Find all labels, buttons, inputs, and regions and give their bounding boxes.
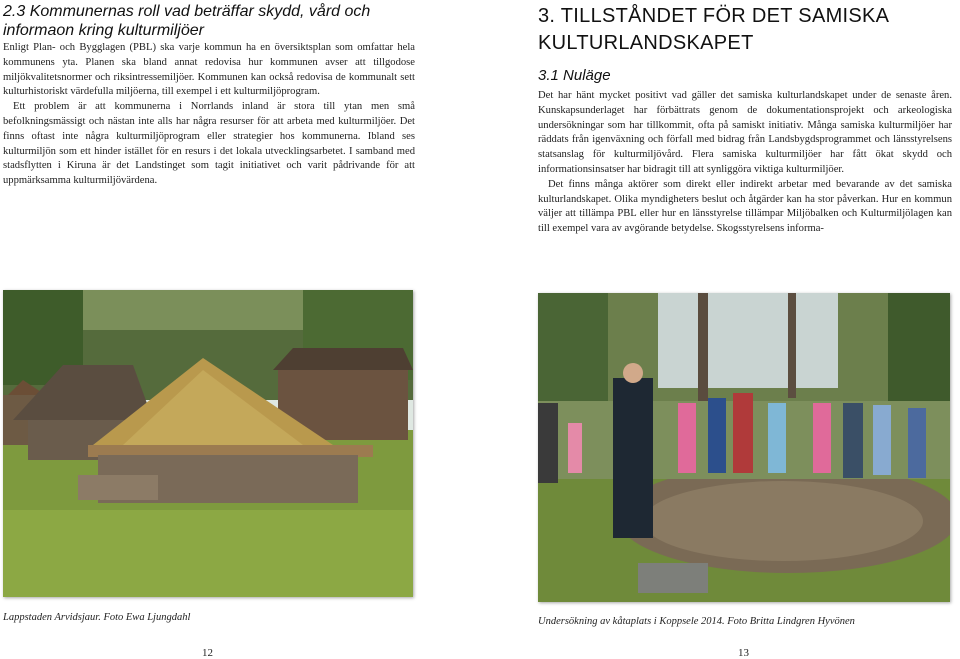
chapter-heading: 3. TILLSTÅNDET FÖR DET SAMISKA KULTURLANDSKAPET bbox=[538, 5, 889, 54]
paragraph: Enligt Plan- och Bygglagen (PBL) ska varje kommun ha en översiktsplan som omfattar hela kommunens yta. Planen ska bland annat redovisa hur kommunen avser att tillgodose miljökvalitetsnormer och riksintressemiljöer. Kommunen kan också redovisa de kommunalt sett kulturhistoriskt värdefulla miljöerna, till exempel i ett kulturmiljöprogram. bbox=[3, 42, 415, 98]
section-subheading: 3.1 Nuläge bbox=[538, 67, 611, 84]
photo-illustration bbox=[3, 290, 413, 597]
photo-caption: Lappstaden Arvidsjaur. Foto Ewa Ljungdahl bbox=[3, 612, 191, 623]
paragraph: Ett problem är att kommunerna i Norrlands inland är stora till ytan men små befolkningsmässigt och nästan inte alls har några resurser för att arbeta med kulturmiljöer. Det finns oftast inte några kulturmiljöprogram eller strategier hos kommunerna. Ibland ses kulturmiljön som ett hinder istället för en resurs i det lokala utvecklingsarbetet. I samband med stadsflytten i Kiruna är det Landstinget som tagit initiativet och varit pådrivande för att uppmärksamma kulturmiljövärdena. bbox=[3, 101, 415, 187]
right-page bbox=[480, 0, 960, 659]
paragraph: Det har hänt mycket positivt vad gäller det samiska kulturlandskapet under de senaste åren. Kunskapsunderlaget har förbättrats genom de dokumentationsprojekt och arkeologiska undersökningar som har tillkommit, ofta på samiskt initiativ. Många samiska kulturmiljöer har räddats från igenväxning och förfall med bidrag från Landsbygdsprogrammet och länsstyrelsens statsanslag för kulturmiljövård. Flera samiska kulturmiljöer har fått ökat skydd och informationsinsatser har bidragit till att synliggöra viktiga kulturmiljöer. bbox=[538, 90, 952, 175]
photo-illustration bbox=[538, 293, 950, 602]
photo-lappstaden bbox=[3, 290, 413, 597]
section-heading: 2.3 Kommunernas roll vad beträffar skydd, vård och informaon kring kulturmiljöer bbox=[3, 3, 371, 39]
paragraph: Det finns många aktörer som direkt eller indirekt arbetar med bevarande av det samiska kulturlandskapet. Olika myndigheters beslut och åtgärder kan ha stor påverkan. Hur en kommun väljer att tillämpa PBL eller hur en länsstyrelse tillämpar Miljöbalken och Kulturmiljölagen kan till exempel vara av avgörande betydelse. Skogsstyrelsens informa- bbox=[538, 178, 952, 235]
page-number: 13 bbox=[738, 647, 749, 659]
body-text bbox=[538, 89, 952, 237]
photo-koppsele bbox=[538, 293, 950, 602]
body-text bbox=[3, 41, 415, 189]
photo-caption: Undersökning av kåtaplats i Koppsele 2014. Foto Britta Lindgren Hyvönen bbox=[538, 616, 855, 627]
page-number: 12 bbox=[202, 647, 213, 659]
